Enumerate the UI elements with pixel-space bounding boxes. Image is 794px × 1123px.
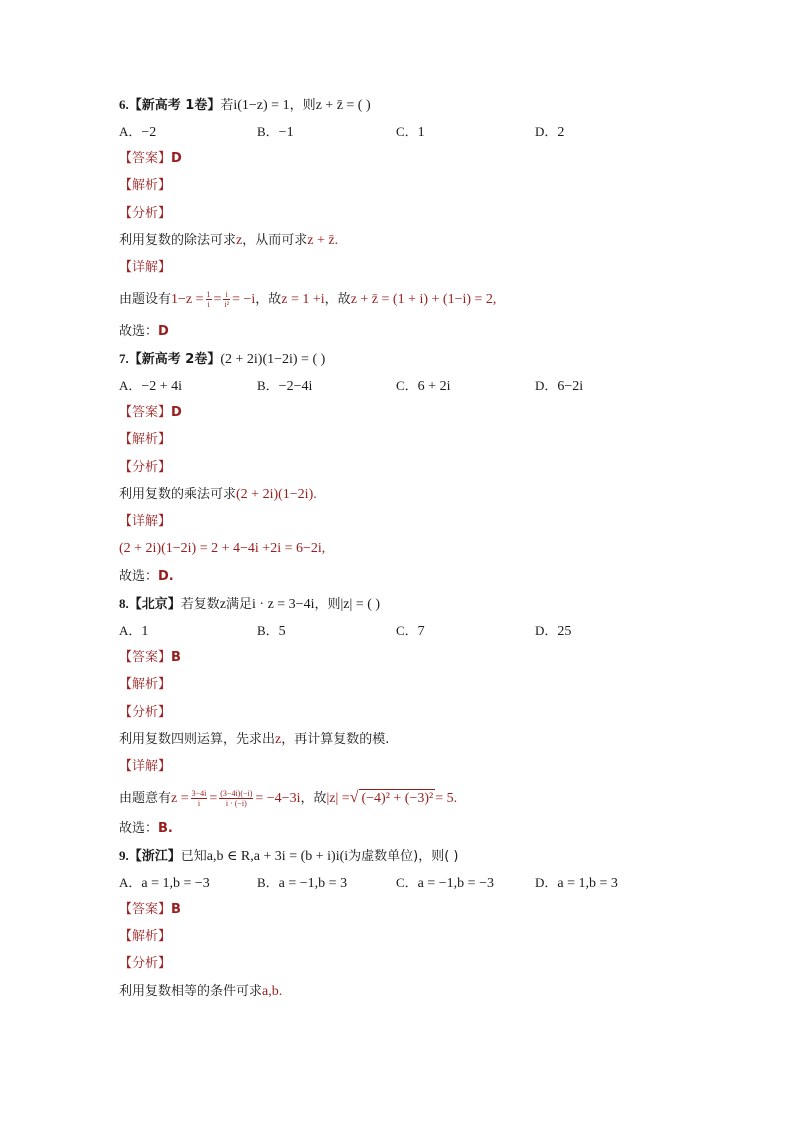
fenxi-text: 利用复数的乘法可求(2 + 2i)(1−2i). bbox=[119, 487, 317, 502]
option-c: C．a = −1,b = −3 bbox=[396, 875, 494, 891]
answer-value: B bbox=[171, 902, 181, 917]
fenxi-label: 【分析】 bbox=[119, 956, 172, 971]
answer-label: 【答案】 bbox=[119, 902, 172, 917]
option-b: B．a = −1,b = 3 bbox=[257, 875, 348, 891]
jiexi-label: 【解析】 bbox=[119, 178, 172, 193]
question-number: 6. bbox=[119, 97, 129, 112]
option-a: A．−2 + 4i bbox=[119, 378, 183, 394]
question-9-title: 9.【浙江】已知a,b ∈ R,a + 3i = (b + i)i(i为虚数单位)，则( ) bbox=[119, 848, 459, 864]
option-b: B．−1 bbox=[257, 124, 294, 140]
option-b: B．−2−4i bbox=[257, 378, 313, 394]
jiexi-label: 【解析】 bbox=[119, 677, 172, 692]
option-a: A．a = 1,b = −3 bbox=[119, 875, 210, 891]
option-d: D．2 bbox=[535, 124, 565, 140]
answer-label: 【答案】 bbox=[119, 405, 172, 420]
detail-line: 由题意有z = $\frac{3-4i}{i}$ = $\frac{(3-4i)(-i)}{i \cdot (-i)}$ = −4−3i，故|z| =√ (−4)² + (−3)² = 5. bbox=[119, 789, 458, 808]
question-text: ，则 bbox=[289, 98, 316, 113]
xiangjie-label: 【详解】 bbox=[119, 260, 172, 275]
question-source: 【浙江】 bbox=[128, 849, 181, 864]
question-8-options bbox=[119, 622, 679, 640]
answer-line bbox=[119, 150, 182, 168]
answer-value: D bbox=[171, 405, 182, 420]
fraction: $\frac{i}{\text{i²}}$ bbox=[224, 290, 230, 309]
question-source: 【新高考 2卷】 bbox=[128, 352, 221, 367]
question-number: 9. bbox=[119, 848, 129, 863]
answer-value: B bbox=[171, 650, 181, 665]
sqrt-content: (−4)² + (−3)² bbox=[361, 791, 434, 806]
fenxi-label: 【分析】 bbox=[119, 705, 172, 720]
answer-line bbox=[119, 649, 181, 667]
option-c: C．1 bbox=[396, 124, 425, 140]
conclusion-line: 故选：D bbox=[119, 324, 169, 339]
fenxi-text: 利用复数相等的条件可求a,b. bbox=[119, 984, 283, 999]
question-math: i(1−z) = 1 bbox=[233, 98, 290, 113]
question-number: 7. bbox=[119, 351, 129, 366]
detail-line: 由题设有1−z = $\frac{1}{i}$ = $\frac{i}{\text{i²}}$ = −i，故z = 1 +i，故z + z̄ = (1 + i) + (1−i) = 2, bbox=[119, 290, 497, 309]
question-7-title bbox=[119, 350, 325, 369]
answer-value: D bbox=[171, 151, 182, 166]
jiexi-label: 【解析】 bbox=[119, 929, 172, 944]
answer-line bbox=[119, 901, 181, 919]
fenxi-label: 【分析】 bbox=[119, 206, 172, 221]
option-c: C．7 bbox=[396, 623, 425, 639]
xiangjie-label: 【详解】 bbox=[119, 514, 172, 529]
jiexi-label: 【解析】 bbox=[119, 432, 172, 447]
fenxi-text: 利用复数的除法可求z，从而可求z + z̄. bbox=[119, 233, 339, 248]
fenxi-text: 利用复数四则运算，先求出z，再计算复数的模. bbox=[119, 732, 390, 747]
question-7-options bbox=[119, 377, 679, 395]
fraction: $\frac{3-4i}{i}$ bbox=[191, 789, 207, 808]
answer-line bbox=[119, 404, 182, 422]
answer-label: 【答案】 bbox=[119, 151, 172, 166]
question-9-options bbox=[119, 874, 679, 892]
question-6-options bbox=[119, 123, 679, 141]
fraction: $\frac{(3-4i)(-i)}{i \cdot (-i)}$ bbox=[220, 789, 253, 808]
conclusion-line: 故选：D. bbox=[119, 569, 174, 584]
fenxi-label: 【分析】 bbox=[119, 460, 172, 475]
question-8-title: 8.【北京】若复数z满足i · z = 3−4i，则|z| = ( ) bbox=[119, 596, 381, 612]
option-d: D．25 bbox=[535, 623, 572, 639]
question-math: (2 + 2i)(1−2i) = ( ) bbox=[220, 352, 326, 367]
question-number: 8. bbox=[119, 596, 129, 611]
xiangjie-label: 【详解】 bbox=[119, 759, 172, 774]
option-b: B．5 bbox=[257, 623, 286, 639]
fraction: $\frac{1}{i}$ bbox=[206, 290, 211, 309]
option-c: C．6 + 2i bbox=[396, 378, 451, 394]
sqrt-icon: √ bbox=[349, 789, 359, 806]
question-source: 【新高考 1卷】 bbox=[128, 98, 221, 113]
option-d: D．a = 1,b = 3 bbox=[535, 875, 618, 891]
question-source: 【北京】 bbox=[128, 597, 181, 612]
question-math: z + z̄ = ( ) bbox=[315, 98, 371, 113]
conclusion-line: 故选：B. bbox=[119, 821, 173, 836]
detail-line: (2 + 2i)(1−2i) = 2 + 4−4i +2i = 6−2i, bbox=[119, 541, 326, 556]
question-text: 若 bbox=[220, 98, 234, 113]
option-a: A．1 bbox=[119, 623, 149, 639]
question-6-title bbox=[119, 96, 371, 115]
answer-label: 【答案】 bbox=[119, 650, 172, 665]
option-a: A．−2 bbox=[119, 124, 157, 140]
option-d: D．6−2i bbox=[535, 378, 584, 394]
